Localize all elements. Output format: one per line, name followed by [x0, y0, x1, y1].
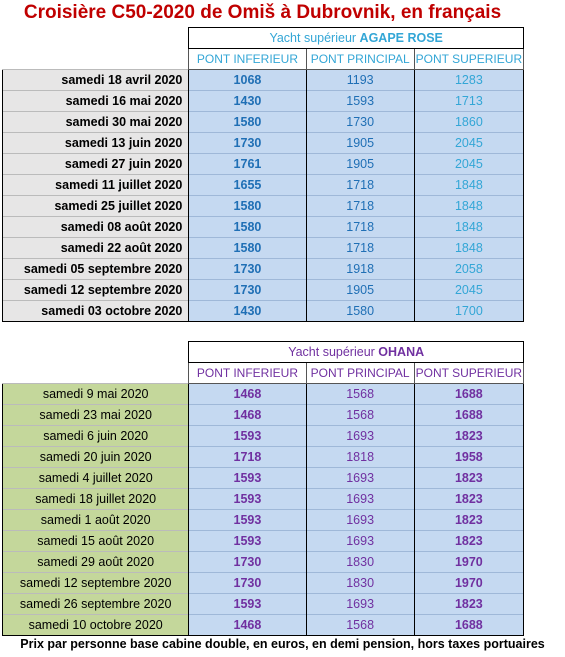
col-header: PONT SUPERIEUR — [414, 363, 523, 384]
table-row — [3, 510, 524, 531]
table-row — [3, 280, 524, 301]
price-cell: 1730 — [189, 280, 306, 301]
date-cell: samedi 16 mai 2020 — [3, 91, 189, 112]
date-cell: samedi 13 juin 2020 — [3, 133, 189, 154]
col-header: PONT PRINCIPAL — [306, 49, 414, 70]
table-row — [3, 468, 524, 489]
price-cell: 1918 — [306, 259, 414, 280]
price-cell: 1593 — [189, 531, 306, 552]
price-cell: 1568 — [306, 384, 414, 405]
date-cell: samedi 18 avril 2020 — [3, 70, 189, 91]
price-cell: 2045 — [414, 280, 523, 301]
price-cell: 1905 — [306, 280, 414, 301]
price-cell: 1970 — [414, 552, 523, 573]
date-cell: samedi 05 septembre 2020 — [3, 259, 189, 280]
date-cell: samedi 12 septembre 2020 — [3, 280, 189, 301]
date-cell: samedi 26 septembre 2020 — [3, 594, 189, 615]
table-row — [3, 154, 524, 175]
price-cell: 1593 — [189, 594, 306, 615]
price-cell: 1688 — [414, 615, 523, 636]
price-cell: 1655 — [189, 175, 306, 196]
table-row — [3, 196, 524, 217]
price-cell: 1688 — [414, 405, 523, 426]
table-row — [3, 301, 524, 322]
table-row — [3, 552, 524, 573]
price-cell: 1823 — [414, 531, 523, 552]
price-cell: 1430 — [189, 91, 306, 112]
date-cell: samedi 27 juin 2020 — [3, 154, 189, 175]
price-cell: 1593 — [189, 489, 306, 510]
yacht-name: AGAPE ROSE — [359, 31, 443, 45]
price-cell: 1713 — [414, 91, 523, 112]
table-row — [3, 238, 524, 259]
empty-corner — [3, 363, 189, 384]
agape-rose-table — [2, 27, 524, 322]
price-cell: 1860 — [414, 112, 523, 133]
date-cell: samedi 25 juillet 2020 — [3, 196, 189, 217]
price-cell: 1468 — [189, 615, 306, 636]
table-row — [3, 70, 524, 91]
footer-note: Prix par personne base cabine double, en euros, en demi pension, hors taxes portuaires — [20, 637, 545, 651]
price-cell: 1848 — [414, 238, 523, 259]
price-cell: 1568 — [306, 405, 414, 426]
price-cell: 2045 — [414, 133, 523, 154]
price-cell: 1730 — [189, 573, 306, 594]
price-cell: 1430 — [189, 301, 306, 322]
ohana-table — [2, 341, 524, 636]
price-cell: 1830 — [306, 573, 414, 594]
table-row — [3, 175, 524, 196]
date-cell: samedi 10 octobre 2020 — [3, 615, 189, 636]
col-header: PONT INFERIEUR — [189, 363, 306, 384]
empty-corner — [3, 342, 189, 363]
table-row — [3, 384, 524, 405]
table-row — [3, 133, 524, 154]
date-cell: samedi 30 mai 2020 — [3, 112, 189, 133]
table-row — [3, 217, 524, 238]
page-title: Croisière C50-2020 de Omiš à Dubrovnik, en français — [23, 2, 502, 23]
price-cell: 1693 — [306, 426, 414, 447]
table-row — [3, 112, 524, 133]
date-cell: samedi 11 juillet 2020 — [3, 175, 189, 196]
price-cell: 2045 — [414, 154, 523, 175]
date-cell: samedi 15 août 2020 — [3, 531, 189, 552]
col-header: PONT INFERIEUR — [189, 49, 306, 70]
price-cell: 1718 — [189, 447, 306, 468]
price-cell: 1580 — [189, 217, 306, 238]
price-cell: 1468 — [189, 384, 306, 405]
empty-corner — [3, 28, 189, 49]
price-cell: 1718 — [306, 175, 414, 196]
price-cell: 1693 — [306, 594, 414, 615]
price-cell: 1905 — [306, 154, 414, 175]
table-row — [3, 594, 524, 615]
table-row — [3, 489, 524, 510]
col-header: PONT PRINCIPAL — [306, 363, 414, 384]
date-cell: samedi 6 juin 2020 — [3, 426, 189, 447]
table-row — [3, 573, 524, 594]
price-cell: 1848 — [414, 175, 523, 196]
price-cell: 1730 — [189, 259, 306, 280]
price-cell: 1761 — [189, 154, 306, 175]
price-cell: 1848 — [414, 196, 523, 217]
date-cell: samedi 9 mai 2020 — [3, 384, 189, 405]
price-cell: 1580 — [189, 238, 306, 259]
price-cell: 1593 — [189, 426, 306, 447]
price-cell: 1693 — [306, 510, 414, 531]
yacht-prefix: Yacht supérieur — [269, 31, 360, 45]
date-cell: samedi 12 septembre 2020 — [3, 573, 189, 594]
price-cell: 2058 — [414, 259, 523, 280]
table-row — [3, 91, 524, 112]
price-cell: 1580 — [189, 196, 306, 217]
price-cell: 1593 — [306, 91, 414, 112]
price-cell: 1818 — [306, 447, 414, 468]
date-cell: samedi 23 mai 2020 — [3, 405, 189, 426]
date-cell: samedi 29 août 2020 — [3, 552, 189, 573]
price-cell: 1718 — [306, 217, 414, 238]
price-cell: 1730 — [189, 552, 306, 573]
table-row — [3, 531, 524, 552]
price-cell: 1580 — [189, 112, 306, 133]
table-row — [3, 447, 524, 468]
price-cell: 1730 — [189, 133, 306, 154]
price-cell: 1823 — [414, 489, 523, 510]
date-cell: samedi 1 août 2020 — [3, 510, 189, 531]
price-cell: 1580 — [306, 301, 414, 322]
price-cell: 1468 — [189, 405, 306, 426]
price-cell: 1970 — [414, 573, 523, 594]
yacht-header-ohana — [189, 342, 524, 363]
date-cell: samedi 4 juillet 2020 — [3, 468, 189, 489]
price-cell: 1718 — [306, 196, 414, 217]
price-cell: 1068 — [189, 70, 306, 91]
price-cell: 1568 — [306, 615, 414, 636]
price-cell: 1693 — [306, 531, 414, 552]
table-row — [3, 426, 524, 447]
price-cell: 1593 — [189, 468, 306, 489]
table-row — [3, 259, 524, 280]
date-cell: samedi 18 juillet 2020 — [3, 489, 189, 510]
price-cell: 1693 — [306, 468, 414, 489]
table-row — [3, 405, 524, 426]
price-cell: 1905 — [306, 133, 414, 154]
price-cell: 1823 — [414, 426, 523, 447]
date-cell: samedi 08 août 2020 — [3, 217, 189, 238]
yacht-name: OHANA — [378, 345, 425, 359]
col-header: PONT SUPERIEUR — [414, 49, 523, 70]
price-cell: 1848 — [414, 217, 523, 238]
yacht-header-agape-rose — [189, 28, 524, 49]
price-cell: 1823 — [414, 468, 523, 489]
price-cell: 1718 — [306, 238, 414, 259]
yacht-prefix: Yacht supérieur — [288, 345, 379, 359]
table-row — [3, 615, 524, 636]
date-cell: samedi 22 août 2020 — [3, 238, 189, 259]
date-cell: samedi 03 octobre 2020 — [3, 301, 189, 322]
price-cell: 1688 — [414, 384, 523, 405]
price-cell: 1193 — [306, 70, 414, 91]
price-cell: 1283 — [414, 70, 523, 91]
price-cell: 1830 — [306, 552, 414, 573]
price-cell: 1958 — [414, 447, 523, 468]
price-cell: 1593 — [189, 510, 306, 531]
date-cell: samedi 20 juin 2020 — [3, 447, 189, 468]
price-cell: 1730 — [306, 112, 414, 133]
price-cell: 1700 — [414, 301, 523, 322]
price-cell: 1693 — [306, 489, 414, 510]
price-cell: 1823 — [414, 594, 523, 615]
empty-corner — [3, 49, 189, 70]
price-cell: 1823 — [414, 510, 523, 531]
